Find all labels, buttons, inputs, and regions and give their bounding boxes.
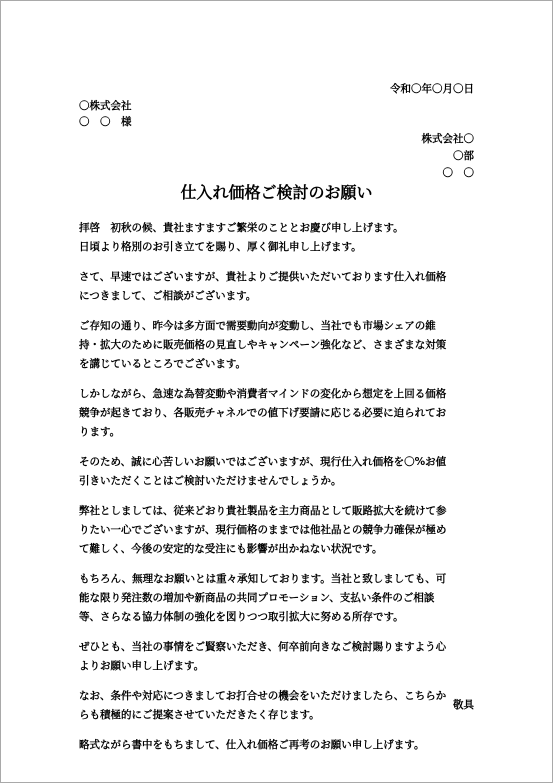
paragraph: [79, 385, 477, 442]
paragraph: [79, 687, 477, 725]
paragraph-line: につきまして、ご相談がございます。: [79, 290, 257, 302]
paragraph-line: りたい一心でございますが、現行価格のままでは他社品との競争力確保が極め: [79, 524, 447, 536]
paragraph-line: しかしながら、急速な為替変動や消費者マインドの変化から想定を上回る価格: [79, 388, 447, 400]
paragraph-line: ります。: [79, 426, 121, 438]
recipient-name: 〇 〇 様: [79, 116, 132, 128]
sender-department: 〇部: [453, 150, 474, 162]
paragraph: [79, 219, 477, 257]
paragraph-line: ぜひとも、当社の事情をご賢察いただき、何卒前向きなご検討賜りますよう心: [79, 641, 447, 653]
paragraph-line: 弊社としましては、従来どおり貴社製品を主力商品として販路拡大を続けて参: [79, 505, 447, 517]
paragraph-line: さて、早速ではございますが、貴社よりご提供いただいております仕入れ価格: [79, 271, 447, 283]
paragraph: [79, 268, 477, 306]
paragraph-line: そのため、誠に心苦しいお願いではございますが、現行仕入れ価格を〇%お値: [79, 456, 447, 468]
paragraph: [79, 570, 477, 627]
letter-body: [79, 219, 477, 766]
paragraph: [79, 736, 477, 755]
paragraph-line: て難しく、今後の安定的な受注にも影響が出かねない状況です。: [79, 543, 383, 555]
paragraph-line: よりお願い申し上げます。: [79, 660, 205, 672]
closing-remark: 敬具: [453, 699, 474, 711]
paragraph-line: 競争が起きており、各販売チャネルでの値下げ要請に応じる必要に迫られてお: [79, 407, 447, 419]
paragraph: [79, 502, 477, 559]
paragraph-line: 拝啓 初秋の候、貴社ますますご繁栄のこととお慶び申し上げます。: [79, 222, 404, 234]
paragraph: [79, 453, 477, 491]
paragraph-line: 略式ながら書中をもちまして、仕入れ価格ご再考のお願い申し上げます。: [79, 739, 425, 751]
paragraph: [79, 317, 477, 374]
paragraph-line: 等、さらなる協力体制の強化を図りつつ取引拡大に努める所存です。: [79, 611, 404, 623]
paragraph: [79, 638, 477, 676]
letter-date: 令和〇年〇月〇日: [390, 83, 474, 95]
letter-title: 仕入れ価格ご検討のお願い: [180, 183, 373, 202]
paragraph-line: 能な限り発注数の増加や新商品の共同プロモーション、支払い条件のご相談: [79, 592, 435, 604]
paragraph-line: 日頃より格別のお引き立てを賜り、厚く御礼申し上げます。: [79, 241, 362, 253]
paragraph-line: 持・拡大のために販売価格の見直しやキャンペーン強化など、さまざまな対策: [79, 339, 447, 351]
paragraph-line: を講じているところでございます。: [79, 358, 247, 370]
paragraph-line: らも積極的にご提案させていただきたく存じます。: [79, 709, 320, 721]
paragraph-line: もちろん、無理なお願いとは重々承知しております。当社と致しましても、可: [79, 573, 447, 585]
paragraph-line: なお、条件や対応につきましてお打合せの機会をいただけましたら、こちらか: [79, 690, 447, 702]
paragraph-line: 引きいただくことはご検討いただけませんでしょうか。: [79, 475, 342, 487]
sender-name: 〇 〇: [442, 167, 474, 179]
paragraph-line: ご存知の通り、昨今は多方面で需要動向が変動し、当社でも市場シェアの維: [79, 320, 436, 332]
recipient-company: 〇株式会社: [79, 100, 132, 112]
sender-company: 株式会社〇: [421, 133, 474, 145]
